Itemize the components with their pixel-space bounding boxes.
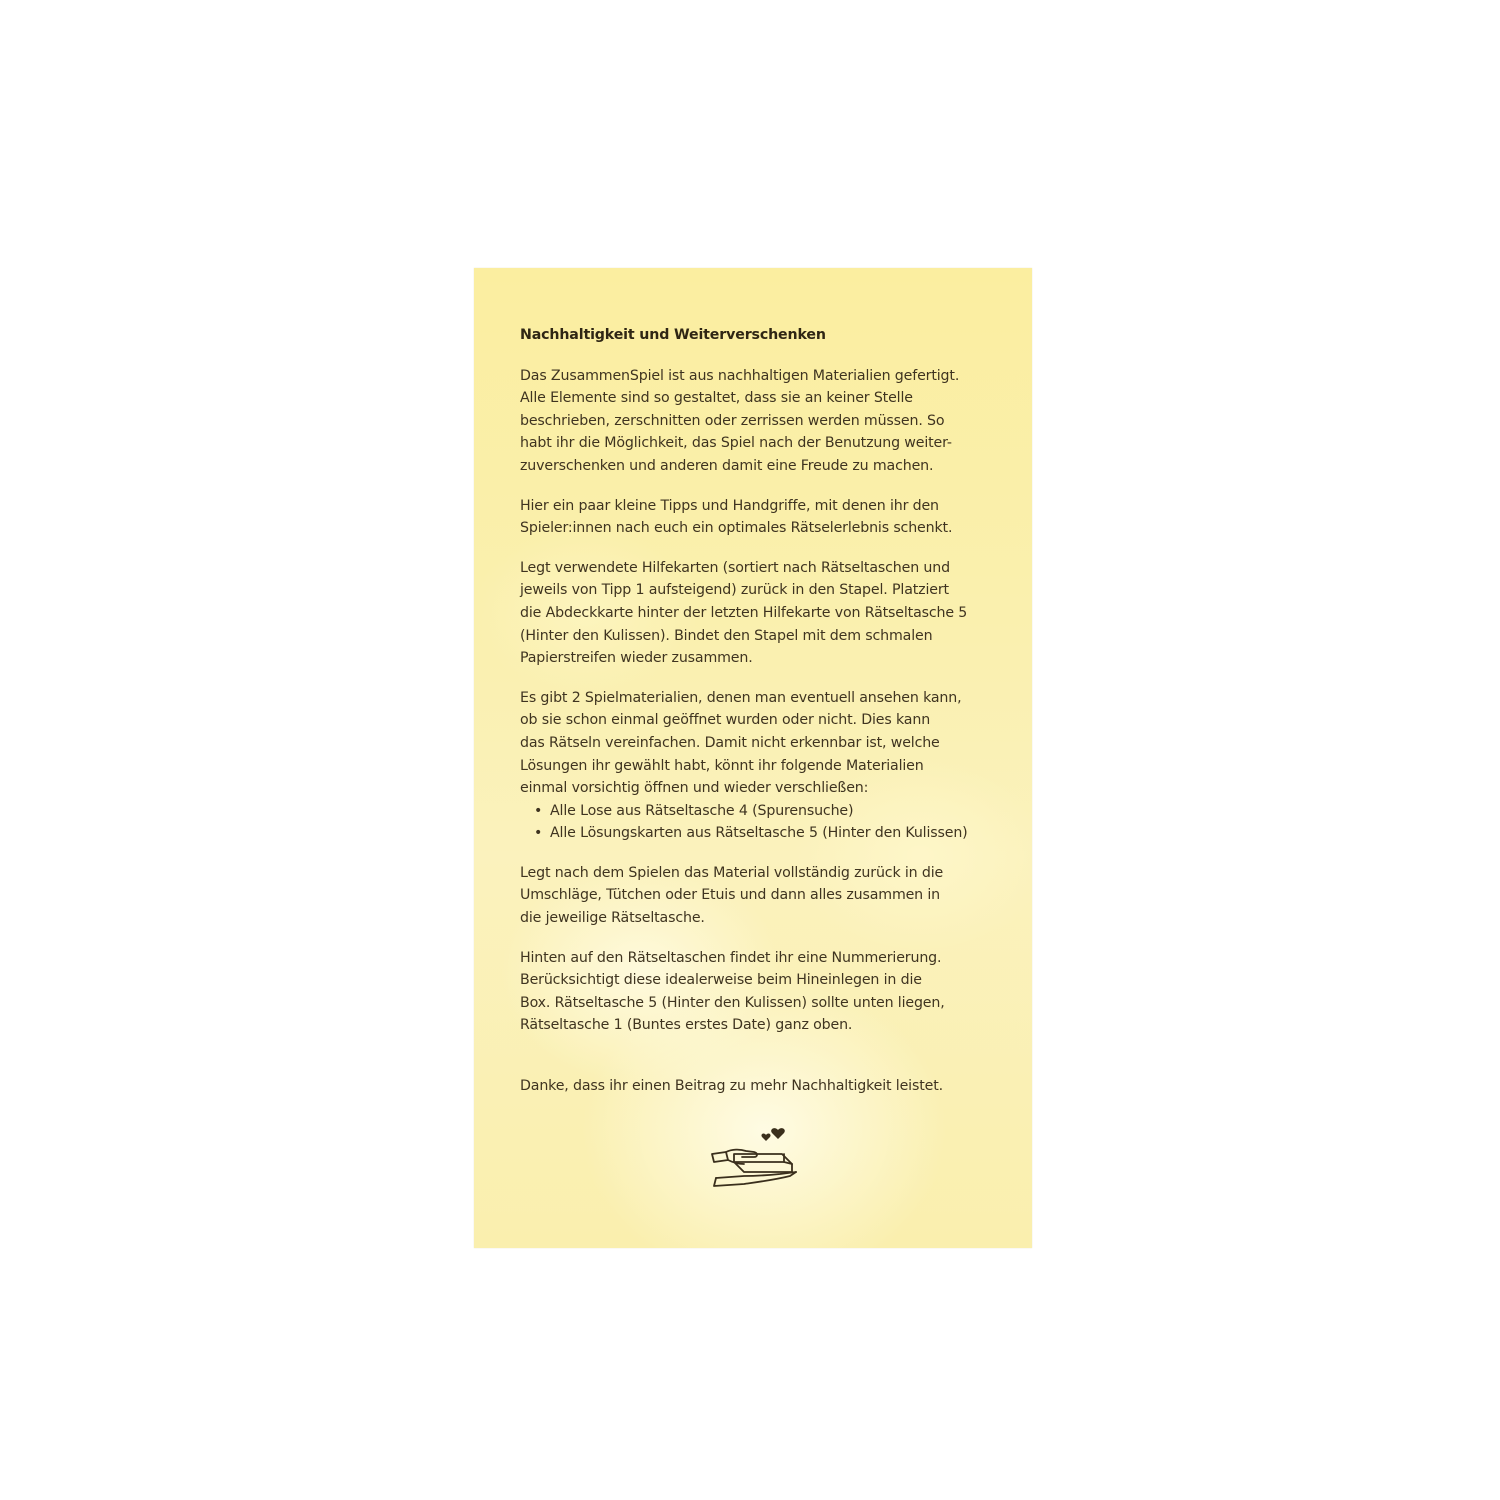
paragraph-pack-up: Legt nach dem Spielen das Material vollständig zurück in die Umschläge, Tütchen oder Etuis und dann alles zusammen in die jeweilige Rätseltasche. [520,864,944,927]
card-content [520,324,990,1115]
paragraph-numbering: Hinten auf den Rätseltaschen findet ihr eine Nummerierung. Berücksichtigt diese idealerweise beim Hineinlegen in die Box. Rätseltasche 5 (Hinter den Kulissen) sollte unten liegen, Rätseltasche 1 (Buntes erstes Date) ganz oben. [520,949,945,1034]
list-item: • Alle Lose aus Rätseltasche 4 (Spurensuche) [534,800,990,823]
list-item: • Alle Lösungskarten aus Rätseltasche 5 (Hinter den Kulissen) [534,822,990,845]
card-heading: Nachhaltigkeit und Weiterverschenken [520,327,826,343]
thanks-text: Danke, dass ihr einen Beitrag zu mehr Nachhaltigkeit leistet. [520,1078,943,1095]
materials-list [520,800,990,845]
paragraph-tips-intro: Hier ein paar kleine Tipps und Handgriffe, mit denen ihr den Spieler:innen nach euch ein optimales Rätselerlebnis schenkt. [520,497,953,537]
paragraph-materials: Es gibt 2 Spielmaterialien, denen man eventuell ansehen kann, ob sie schon einmal geöffnet wurden oder nicht. Dies kann das Rätseln vereinfachen. Damit nicht erkennbar ist, welche Lösungen ihr gewählt habt, könnt ihr folgende Materialien einmal vorsichtig öffnen und wieder verschließen: [520,689,962,797]
paragraph-hint-cards: Legt verwendete Hilfekarten (sortiert nach Rätseltaschen und jeweils von Tipp 1 aufsteigend) zurück in den Stapel. Platziert die Abdeckkarte hinter der letzten Hilfekarte von Rätseltasche 5 (Hinter den Kulissen). Bindet den Stapel mit dem schmalen Papierstreifen wieder zusammen. [520,559,968,667]
paragraph-sustainability: Das ZusammenSpiel ist aus nachhaltigen Materialien gefertigt. Alle Elemente sind so gestaltet, dass sie an keiner Stelle beschrieben, zerschnitten oder zerrissen werden müssen. So habt ihr die Möglichkeit, das Spiel nach der Benutzung weiter- zuverschenken und anderen damit eine Freude zu machen. [520,367,960,474]
instruction-card [474,268,1032,1248]
hand-passing-box-with-hearts-icon [704,1116,804,1194]
